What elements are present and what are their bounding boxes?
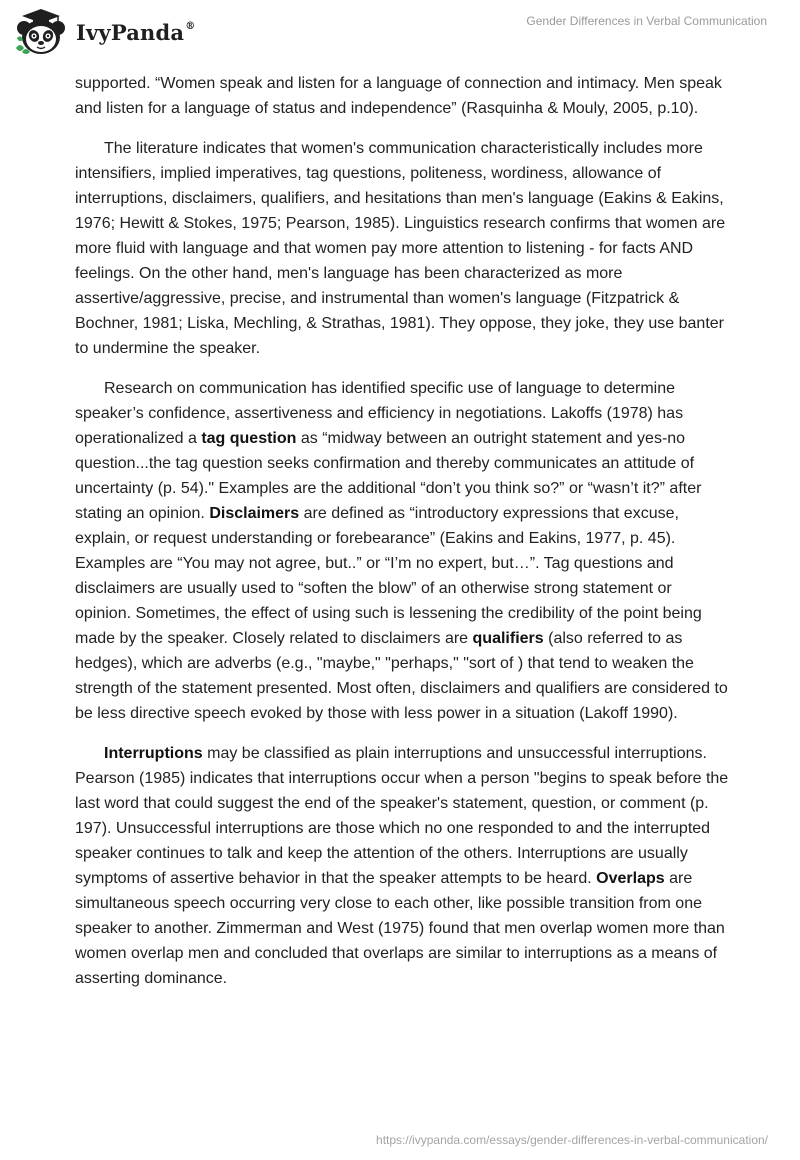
term-interruptions: Interruptions (104, 745, 203, 762)
paragraph-1 (75, 71, 729, 121)
paragraph-4 (75, 741, 729, 991)
paragraph-text: are defined as “introductory expressions that excuse, explain, or request understanding or forebearance” (Eakins and Eakins, 1977, p. 45). Examples are “You may not agree, but..” or “I’m no expert, but…”. Tag questions and disclaimers are usually used to “soften the blow” of an otherwise strong statement or opinion. Sometimes, the effect of using such is lessening the credibility of the point being made by the speaker. Closely related to disclaimers are (75, 505, 702, 647)
ivypanda-logo[interactable] (14, 8, 195, 56)
term-disclaimers: Disclaimers (209, 505, 300, 522)
paragraph-3 (75, 376, 729, 726)
paragraph-text: The literature indicates that women's communication characteristically includes more intensifiers, implied imperatives, tag questions, politeness, wordiness, allowance of interruptions, disclaimers, qualifiers, and hesitations than men's language (Eakins & Eakins, 1976; Hewitt & Stokes, 1975; Pearson, 1985). Linguistics research confirms that women are more fluid with language and that women pay more attention to listening - for facts AND feelings. On the other hand, men's language has been characterized as more assertive/aggressive, precise, and instrumental than women's language (Fitzpatrick & Bochner, 1981; Liska, Mechling, & Strathas, 1981). They oppose, they joke, they use banter to undermine the speaker. (75, 140, 726, 357)
source-url-link[interactable]: https://ivypanda.com/essays/gender-differences-in-verbal-communication/ (376, 1133, 768, 1147)
document-title: Gender Differences in Verbal Communication (526, 14, 767, 28)
term-qualifiers: qualifiers (472, 630, 544, 647)
panda-graduate-icon (14, 8, 68, 56)
paragraph-text: may be classified as plain interruptions and unsuccessful interruptions. Pearson (1985) indicates that interruptions occur when a person "begins to speak before the last word that could suggest the end of the speaker's statement, question, or comment (p. 197). Unsuccessful interruptions are those which no one responded to and the interrupted speaker continues to talk and keep the attention of the others. Interruptions are usually symptoms of assertive behavior in that the speaker attempts to be heard. (75, 745, 729, 887)
page-header (0, 0, 800, 64)
brand-name: IvyPanda® (76, 19, 196, 45)
essay-body (75, 71, 729, 1006)
paragraph-2 (75, 136, 729, 361)
registered-mark: ® (185, 20, 196, 32)
term-overlaps: Overlaps (596, 870, 665, 887)
paragraph-text: Research on communication has identified specific use of language to determine speaker’s confidence, assertiveness and efficiency in negotiations. Lakoffs (1978) has operationalized a (75, 380, 684, 447)
paragraph-text: (also referred to as hedges), which are adverbs (e.g., "maybe," "perhaps," "sort of ) that tend to weaken the strength of the statement presented. Most often, disclaimers and qualifiers are considered to be less directive speech evoked by those with less power in a situation (Lakoff 1990). (75, 630, 728, 722)
paragraph-text: are simultaneous speech occurring very close to each other, like possible transition from one speaker to another. Zimmerman and West (1975) found that men overlap women more than women overlap men and concluded that overlaps are similar to interruptions as a means of asserting dominance. (75, 870, 725, 987)
paragraph-text: supported. “Women speak and listen for a language of connection and intimacy. Men speak and listen for a language of status and independence” (Rasquinha & Mouly, 2005, p.10). (75, 75, 722, 117)
term-tag-question: tag question (201, 430, 297, 447)
paragraph-text: as “midway between an outright statement and yes-no question...the tag question seeks confirmation and thereby communicates an attitude of uncertainty (p. 54)." Examples are the additional “don’t you think so?” or “wasn’t it?” after stating an opinion. (75, 430, 702, 522)
